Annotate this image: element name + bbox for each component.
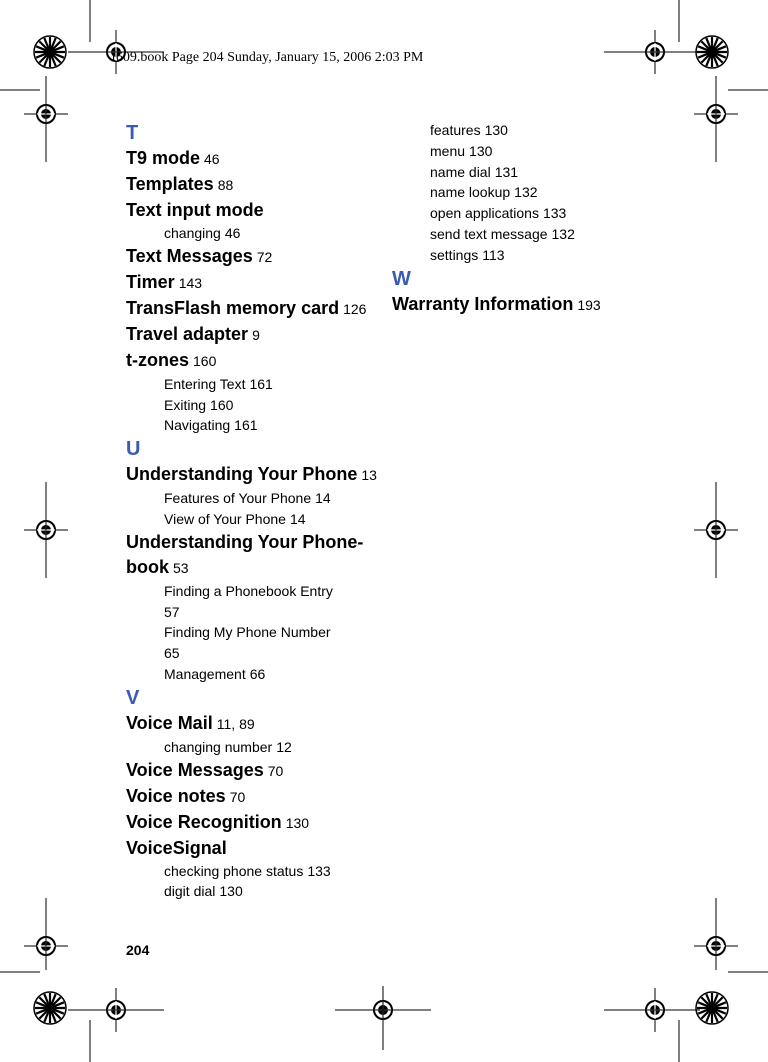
index-letter-u: U <box>126 438 141 461</box>
index-subentry: name dial 131 <box>430 163 519 180</box>
index-subentry: Management 66 <box>164 665 266 682</box>
index-entry: t-zones 160 <box>126 349 217 370</box>
index-subentry: checking phone status 133 <box>164 862 331 879</box>
page-ref: 160 <box>193 352 217 369</box>
page-ref: 132 <box>514 184 538 201</box>
page-ref: 130 <box>285 814 310 831</box>
page-ref: 160 <box>210 396 234 413</box>
index-entry: Understanding Your Phone- <box>126 531 364 552</box>
page-ref: 14 <box>289 510 306 527</box>
index-entry: TransFlash memory card 126 <box>126 297 367 318</box>
index-column-right <box>392 120 652 318</box>
index-entry: Text input mode <box>126 200 264 220</box>
index-letter-t: T <box>126 122 139 144</box>
index-letter-w: W <box>392 267 411 290</box>
page-ref: 89 <box>239 715 255 732</box>
index-entry: Voice notes 70 <box>126 785 246 806</box>
index-subentry: Entering Text 161 <box>164 375 273 392</box>
index-subentry: Navigating 161 <box>164 417 258 434</box>
page-ref: 132 <box>551 225 575 242</box>
index-subentry: changing 46 <box>164 225 241 241</box>
page-ref: 88 <box>217 177 234 193</box>
index-subentry: Exiting 160 <box>164 396 234 413</box>
index-entry: Text Messages 72 <box>126 245 273 266</box>
page-ref: 161 <box>234 417 258 434</box>
page-ref: 53 <box>173 559 189 576</box>
index-entry: Travel adapter 9 <box>126 323 260 344</box>
index-entry: T9 mode 46 <box>126 148 220 168</box>
index-entry-continued: book 53 <box>126 556 189 577</box>
index-subentry: Finding a Phonebook Entry 57 <box>164 582 333 620</box>
page-ref: 66 <box>249 665 266 682</box>
index-entry: Voice Messages 70 <box>126 759 284 780</box>
index-subentry: features 130 <box>430 122 508 138</box>
page-ref: 12 <box>276 738 292 755</box>
page-ref: 133 <box>542 205 567 222</box>
index-subentry: Features of Your Phone 14 <box>164 490 331 507</box>
page-ref: 113 <box>482 246 505 263</box>
index-column-left <box>126 120 376 902</box>
index-subentry: digit dial 130 <box>164 883 243 900</box>
index-entry: Voice Recognition 130 <box>126 811 310 832</box>
index-entry: Voice Mail 11, 89 <box>126 712 255 733</box>
index-letter-v: V <box>126 686 140 709</box>
page-ref: 161 <box>249 375 273 392</box>
index-subentry: send text message 132 <box>430 225 575 242</box>
index-entry: Templates 88 <box>126 174 234 194</box>
index-subentry: changing number 12 <box>164 738 292 755</box>
page-ref: 126 <box>343 300 367 317</box>
page-ref: 130 <box>469 142 493 159</box>
print-slug: t609.book Page 204 Sunday, January 15, 2006 2:03 PM <box>112 50 424 65</box>
page-ref: 65 <box>164 645 180 662</box>
index-subentry: name lookup 132 <box>430 184 538 201</box>
page-ref: 131 <box>494 163 519 180</box>
index-entry: Warranty Information 193 <box>392 293 601 314</box>
page-ref: 130 <box>219 883 243 900</box>
page-ref: 46 <box>204 151 220 167</box>
page-ref: 13 <box>361 467 377 484</box>
page-ref: 130 <box>484 122 508 138</box>
page-ref: 193 <box>577 296 601 313</box>
page-ref: 70 <box>229 788 246 805</box>
page-ref: 133 <box>307 862 331 879</box>
index-entry: Timer 143 <box>126 271 203 292</box>
index-subentry: menu 130 <box>430 142 493 159</box>
page-ref: 57 <box>164 603 180 620</box>
page-ref: 11 <box>216 715 232 732</box>
index-entry: Understanding Your Phone 13 <box>126 464 377 485</box>
index-subentry: Finding My Phone Number 65 <box>164 624 331 662</box>
page-ref: 46 <box>224 225 241 241</box>
page-ref: 70 <box>267 762 284 779</box>
page-ref: 143 <box>178 274 203 291</box>
page-ref: 14 <box>315 490 331 507</box>
index-subentry: View of Your Phone 14 <box>164 510 306 527</box>
index-subentry: settings 113 <box>430 246 505 263</box>
index-entry: VoiceSignal <box>126 837 227 858</box>
page-ref: 72 <box>256 248 273 265</box>
page-number: 204 <box>126 942 150 958</box>
page-ref: 9 <box>252 326 260 343</box>
index-subentry: open applications 133 <box>430 205 567 222</box>
